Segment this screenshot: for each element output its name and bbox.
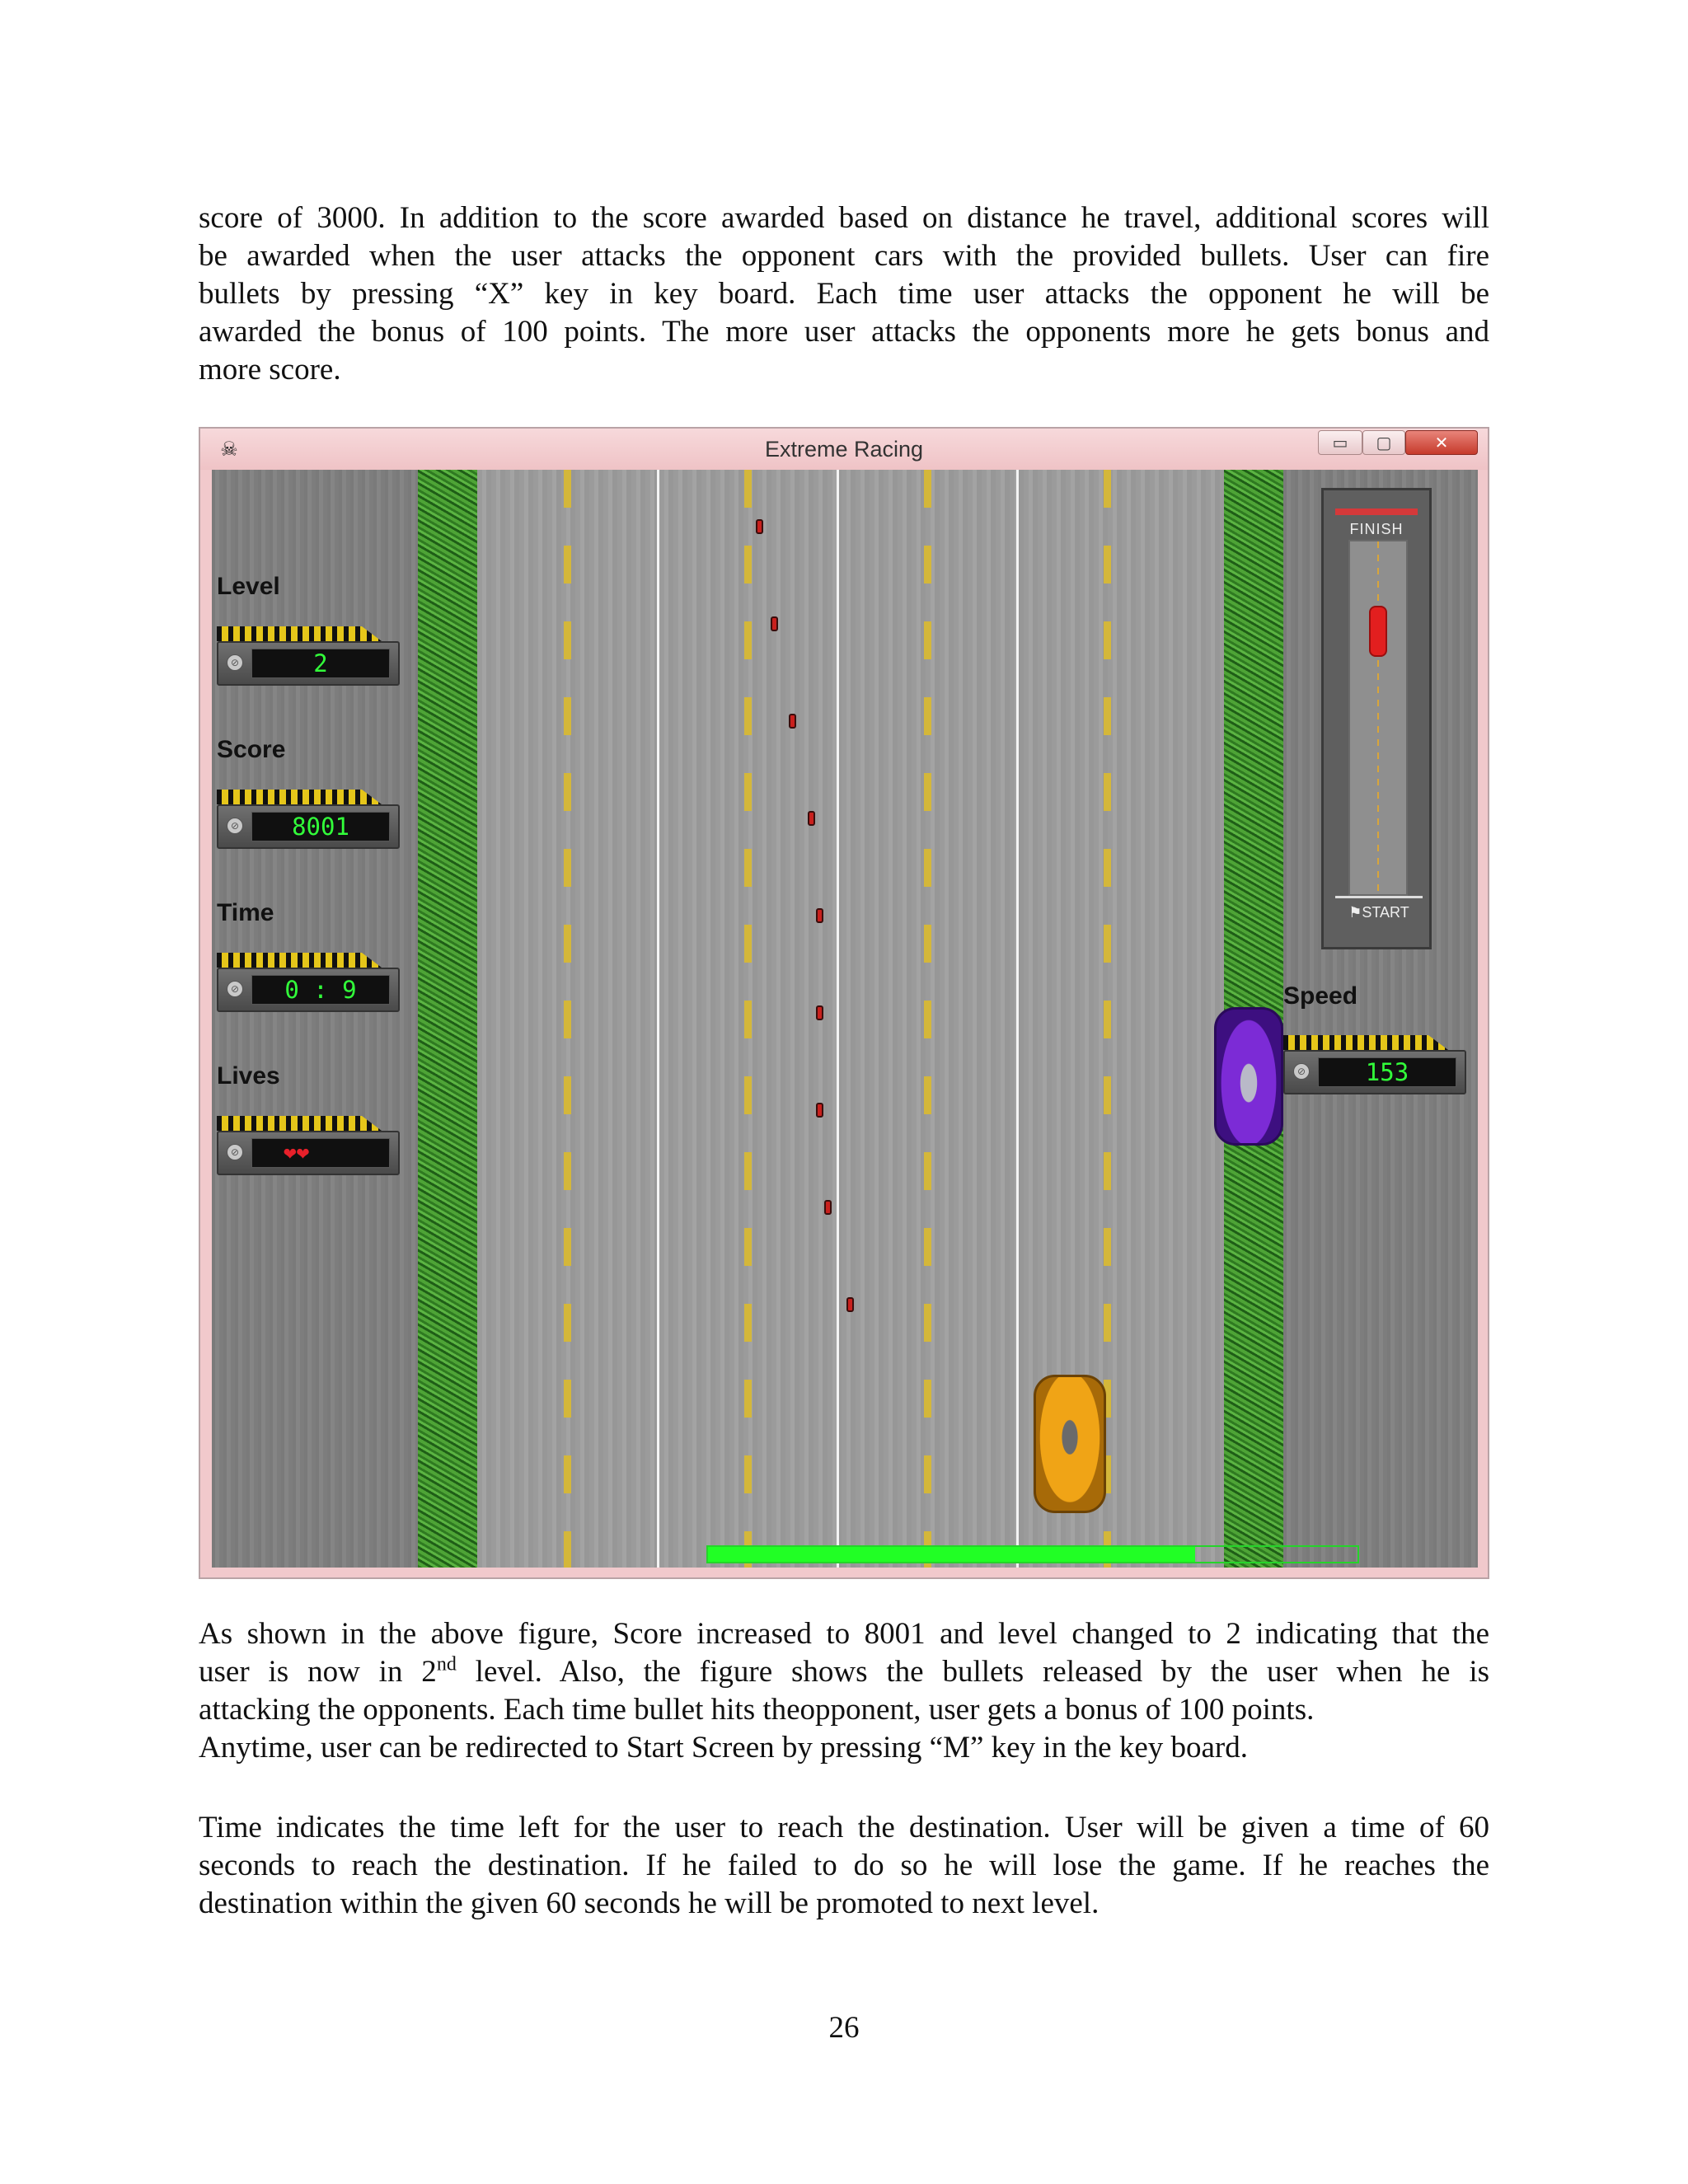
text-segment: user is now in 2 <box>199 1655 437 1689</box>
paragraph-intro <box>199 199 1489 389</box>
race-progress-fill <box>708 1547 1195 1562</box>
paragraph-time-explanation <box>199 1809 1489 1923</box>
text-line: Time indicates the time left for the user to reach the destination. User will be given a time of 60 <box>199 1811 1489 1844</box>
hazard-stripes <box>217 1116 382 1131</box>
left-grass-strip <box>418 470 477 1568</box>
heart-icon: ❤❤ <box>251 1138 390 1168</box>
race-progress-bar <box>706 1545 1359 1563</box>
bullet <box>816 1103 823 1118</box>
opponent-car <box>1214 1007 1283 1146</box>
lane-line <box>837 470 839 1568</box>
maximize-button[interactable] <box>1362 430 1405 455</box>
screw-icon: ⊘ <box>227 981 243 997</box>
hazard-stripes <box>217 953 382 968</box>
page-number: 26 <box>828 2011 860 2045</box>
minimap-car-marker <box>1369 606 1387 657</box>
bullet <box>789 714 796 729</box>
hazard-stripes <box>217 790 382 804</box>
bullet <box>816 908 823 923</box>
score-label: Score <box>217 736 286 763</box>
text-line: destination within the given 60 seconds he will be promoted to next level. <box>199 1886 1100 1920</box>
time-panel <box>217 953 400 1015</box>
text-line: bullets by pressing “X” key in key board. Each time user attacks the opponent he will be <box>199 277 1489 311</box>
hazard-stripes <box>1283 1035 1448 1050</box>
hazard-stripes <box>217 626 382 641</box>
road <box>477 470 1224 1568</box>
bullet <box>808 811 815 826</box>
level-label: Level <box>217 573 280 600</box>
text-segment: level. Also, the figure shows the bullets released by the user when he is <box>456 1655 1489 1689</box>
lane-line <box>657 470 659 1568</box>
screw-icon: ⊘ <box>1293 1063 1310 1080</box>
checkered-flag-icon: ⚑ <box>1348 904 1362 921</box>
score-panel <box>217 790 400 852</box>
start-label <box>1335 896 1423 926</box>
lane-dash <box>744 470 752 1568</box>
text-line <box>199 1653 1489 1691</box>
lane-line <box>1016 470 1019 1568</box>
time-label: Time <box>217 899 274 926</box>
bullet <box>846 1297 854 1312</box>
speed-panel <box>1283 1035 1466 1098</box>
skull-icon: ☠ <box>220 438 238 461</box>
speed-label: Speed <box>1283 982 1358 1010</box>
screw-icon: ⊘ <box>227 818 243 834</box>
text-line: be awarded when the user attacks the opponent cars with the provided bullets. User can fire <box>199 239 1489 273</box>
lane-dash <box>924 470 931 1568</box>
close-icon: ✕ <box>1434 433 1449 452</box>
text-line: Anytime, user can be redirected to Start Screen by pressing “M” key in the key board. <box>199 1731 1248 1765</box>
level-panel <box>217 626 400 689</box>
text-line: seconds to reach the destination. If he failed to do so he will lose the game. If he reaches the <box>199 1849 1489 1882</box>
level-value: 2 <box>251 649 390 678</box>
text-line: more score. <box>199 353 341 387</box>
minimap-track <box>1348 540 1408 896</box>
bullet <box>824 1200 832 1215</box>
game-window <box>199 427 1489 1579</box>
maximize-icon: ▢ <box>1376 433 1392 452</box>
lane-dash <box>564 470 571 1568</box>
ordinal-suffix: nd <box>436 1653 457 1675</box>
finish-label: FINISH <box>1335 509 1418 543</box>
lives-panel <box>217 1116 400 1179</box>
screw-icon: ⊘ <box>227 654 243 671</box>
game-canvas[interactable] <box>212 470 1478 1568</box>
race-progress-minimap <box>1321 488 1432 949</box>
lives-label: Lives <box>217 1062 280 1090</box>
screw-icon: ⊘ <box>227 1144 243 1160</box>
minimize-button[interactable] <box>1318 430 1362 455</box>
text-line: attacking the opponents. Each time bullet hits theopponent, user gets a bonus of 100 points. <box>199 1693 1315 1727</box>
speed-value: 153 <box>1318 1057 1456 1087</box>
time-value: 0 : 9 <box>251 975 390 1005</box>
bullet <box>756 519 763 534</box>
bullet <box>816 1005 823 1020</box>
close-button[interactable] <box>1405 430 1478 455</box>
window-title: Extreme Racing <box>764 437 924 462</box>
text-line: As shown in the above figure, Score increased to 8001 and level changed to 2 indicating that the <box>199 1617 1489 1651</box>
text-line: score of 3000. In addition to the score awarded based on distance he travel, additional scores will <box>199 201 1489 235</box>
bullet <box>771 616 778 631</box>
score-value: 8001 <box>251 812 390 841</box>
minimap-centerline <box>1377 541 1379 894</box>
minimize-icon: ▭ <box>1332 433 1348 452</box>
player-car <box>1034 1375 1106 1513</box>
text-line: awarded the bonus of 100 points. The more user attacks the opponents more he gets bonus and <box>199 315 1489 349</box>
start-label-text: START <box>1362 904 1409 921</box>
window-titlebar[interactable] <box>200 429 1488 470</box>
paragraph-figure-description <box>199 1615 1489 1767</box>
